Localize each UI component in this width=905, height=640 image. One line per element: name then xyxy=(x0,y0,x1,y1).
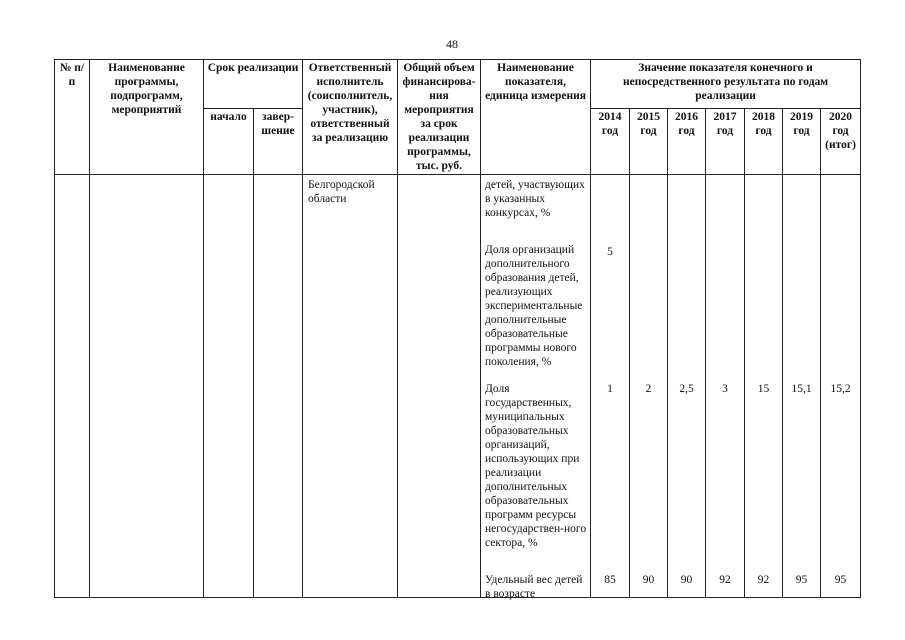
cell-year-values xyxy=(630,175,668,598)
value-cell: 15,1 xyxy=(791,383,812,396)
value-cell: 95 xyxy=(795,574,808,587)
value-cell: 90 xyxy=(680,574,693,587)
indicator-text: детей, участвующих в указанных конкурсах, % xyxy=(485,179,585,220)
header-indicator: Наименование показателя, единица измерения xyxy=(481,60,591,175)
header-term-start: начало xyxy=(204,109,254,175)
value-cell: 15,2 xyxy=(830,383,851,396)
header-financing: Общий объем финансирова-ния мероприятия за срок реализации программы, тыс. руб. xyxy=(398,60,481,175)
cell-num xyxy=(55,175,90,598)
header-term-end: завер-шение xyxy=(254,109,303,175)
value-cell: 3 xyxy=(722,383,728,396)
value-cell: 1 xyxy=(607,383,613,396)
cell-year-values xyxy=(821,175,861,598)
header-year: 2017 год xyxy=(706,109,745,175)
cell-name xyxy=(90,175,204,598)
indicator-text: Удельный вес детей в возрасте xyxy=(485,574,583,601)
indicator-text: Доля государственных, муниципальных образовательных организаций, использующих при реализации дополнительных образовательных программ ресурсы негосударствен-ного сектора, % xyxy=(485,383,587,550)
cell-year-values xyxy=(706,175,745,598)
cell-term-start xyxy=(204,175,254,598)
header-executor: Ответственный исполнитель (соисполнитель, участник), ответственный за реализацию xyxy=(303,60,398,175)
cell-year-values xyxy=(591,175,630,598)
header-year: 2018 год xyxy=(745,109,783,175)
header-year: 2016 год xyxy=(668,109,706,175)
cell-term-end xyxy=(254,175,303,598)
executor-text: Белгородской области xyxy=(308,179,375,206)
value-cell: 85 xyxy=(604,574,616,587)
page-number: 48 xyxy=(446,37,458,51)
cell-year-values xyxy=(668,175,706,598)
header-values-title: Значение показателя конечного и непосредственного результата по годам реализации xyxy=(591,60,861,109)
value-cell: 92 xyxy=(757,574,770,587)
value-cell: 92 xyxy=(719,574,731,587)
value-cell: 2 xyxy=(645,383,652,396)
cell-executor xyxy=(303,175,398,598)
header-year: 2015 год xyxy=(630,109,668,175)
header-year: 2014 год xyxy=(591,109,630,175)
value-cell: 95 xyxy=(834,574,847,587)
header-name: Наименование программы, подпрограмм, мероприятий xyxy=(90,60,204,175)
header-term: Срок реализации xyxy=(204,60,303,109)
header-year: 2019 год xyxy=(783,109,821,175)
value-cell: 90 xyxy=(642,574,655,587)
header-year: 2020 год (итог) xyxy=(821,109,861,175)
value-cell: 15 xyxy=(757,383,770,396)
cell-year-values xyxy=(745,175,783,598)
cell-year-values xyxy=(783,175,821,598)
cell-indicators xyxy=(481,175,591,601)
value-cell: 2,5 xyxy=(679,383,694,396)
indicator-table xyxy=(54,59,861,601)
value-cell: 5 xyxy=(607,246,613,259)
indicator-text: Доля организаций дополнительного образования детей, реализующих экспериментальные дополнительные образовательные программы нового поколения, % xyxy=(485,244,583,369)
table-row xyxy=(55,175,861,598)
cell-financing xyxy=(398,175,481,598)
header-num: № п/п xyxy=(55,60,90,175)
